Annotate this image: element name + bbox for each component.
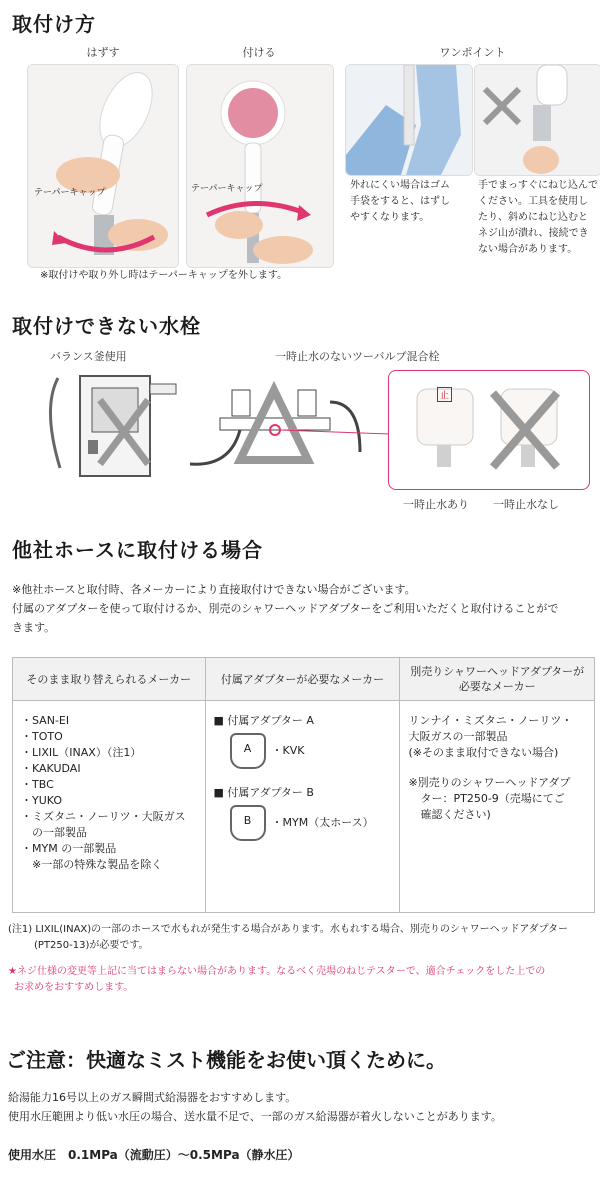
thread-warning: ★ネジ仕様の変更等上記に当てはまらない場合があります。なるべく売場のねじテスターで、適合チェックをした上での お求めをおすすめします。 <box>8 966 546 993</box>
stop-valve-illustration <box>389 371 589 489</box>
table-header-direct: そのまま取り替えられるメーカー <box>13 658 206 701</box>
maker-compatibility-table <box>12 657 595 913</box>
label-two-valve: 一時止水のないツーバルブ混合栓 <box>275 350 440 363</box>
label-one-point: ワンポイント <box>439 46 506 59</box>
table-header-adapter: 付属アダプターが必要なメーカー <box>205 658 400 701</box>
stop-valve-inset <box>388 370 590 490</box>
section-title-caution: ご注意：快適なミスト機能をお使い頂くために。 <box>6 1048 446 1072</box>
adapter-makers-cell <box>205 701 400 913</box>
tip-glove-text: 外れにくい場合はゴム 手袋をすると、はずし やすくなります。 <box>350 180 450 223</box>
photo-attach-head <box>186 64 334 268</box>
label-balance-boiler: バランス釜使用 <box>50 350 127 363</box>
taper-cap-label-attach: テーパーキャップ <box>191 184 263 194</box>
photo-glove-tip <box>345 64 473 176</box>
adapter-a-icon: A <box>230 733 266 769</box>
adapter-b-title: ■ 付属アダプター B <box>213 786 314 799</box>
photo-straight-tip <box>474 64 600 176</box>
label-remove: はずす <box>86 46 120 59</box>
balance-boiler-illustration <box>40 368 180 483</box>
label-attach: 付ける <box>242 46 276 59</box>
taper-cap-label-remove: テーパーキャップ <box>34 188 106 198</box>
straight-screw-illustration <box>475 65 600 175</box>
tip-straight-text: 手でまっすぐにねじ込んで ください。工具を使用し たり、斜めにねじ込むと ネジ山が潰れ、接続でき ない場合があります。 <box>478 180 598 255</box>
adapter-a-maker: ・KVK <box>271 744 305 757</box>
glove-illustration <box>346 65 472 175</box>
section-title-incompatible: 取付けできない水栓 <box>12 314 201 338</box>
note-lixil: (注1) LIXIL(INAX)の一部のホースで水もれが発生する場合があります。水もれする場合、別売りのシャワーヘッドアダプター (PT250-13)が必要です。 <box>8 924 568 951</box>
section-title-other-hose: 他社ホースに取付ける場合 <box>12 538 263 562</box>
adapter-a-title: ■ 付属アダプター A <box>213 714 314 727</box>
section-title-mounting: 取付け方 <box>12 12 96 36</box>
shower-attach-illustration <box>187 65 333 267</box>
adapter-b-maker: ・MYM（太ホース） <box>271 816 374 829</box>
stop-mark: 止 <box>437 387 452 402</box>
photo-remove-head <box>27 64 179 268</box>
shower-remove-illustration <box>28 65 178 267</box>
two-valve-mixer-illustration <box>180 372 390 482</box>
mounting-note: ※取付けや取り外し時はテーパーキャップを外します。 <box>40 270 288 281</box>
water-pressure-spec: 使用水圧 0.1MPa（流動圧）～0.5MPa（静水圧） <box>8 1148 300 1162</box>
table-header-sold-separately: 別売りシャワーヘッドアダプターが 必要なメーカー <box>400 658 595 701</box>
sold-separately-makers-cell: リンナイ・ミズタニ・ノーリツ・ 大阪ガスの一部製品 (※そのまま取付できない場合) ※別売りのシャワーヘッドアダプ ター：PT250-9（売場にてご 確認ください) <box>400 701 595 913</box>
caution-body: 給湯能力16号以上のガス瞬間式給湯器をおすすめします。 使用水圧範囲より低い水圧の場合、送水量不足で、一部のガス給湯器が着火しないことがあります。 <box>8 1091 502 1123</box>
label-with-stop: 一時止水あり <box>403 498 469 511</box>
adapter-b-icon: B <box>230 805 266 841</box>
label-without-stop: 一時止水なし <box>493 498 559 511</box>
direct-makers-cell: ・SAN-EI ・TOTO ・LIXIL（INAX）（注1） ・KAKUDAI ・TBC ・YUKO ・ミズタニ・ノーリツ・大阪ガス の一部製品 ・MYM の一部製品 ※一部の特殊な製品を除く <box>13 701 206 913</box>
other-hose-intro: ※他社ホースと取付時、各メーカーにより直接取付けできない場合がございます。 付属のアダプターを使って取付けるか、別売のシャワーヘッドアダプターをご利用いただくと取付けることがで きます。 <box>12 583 559 634</box>
